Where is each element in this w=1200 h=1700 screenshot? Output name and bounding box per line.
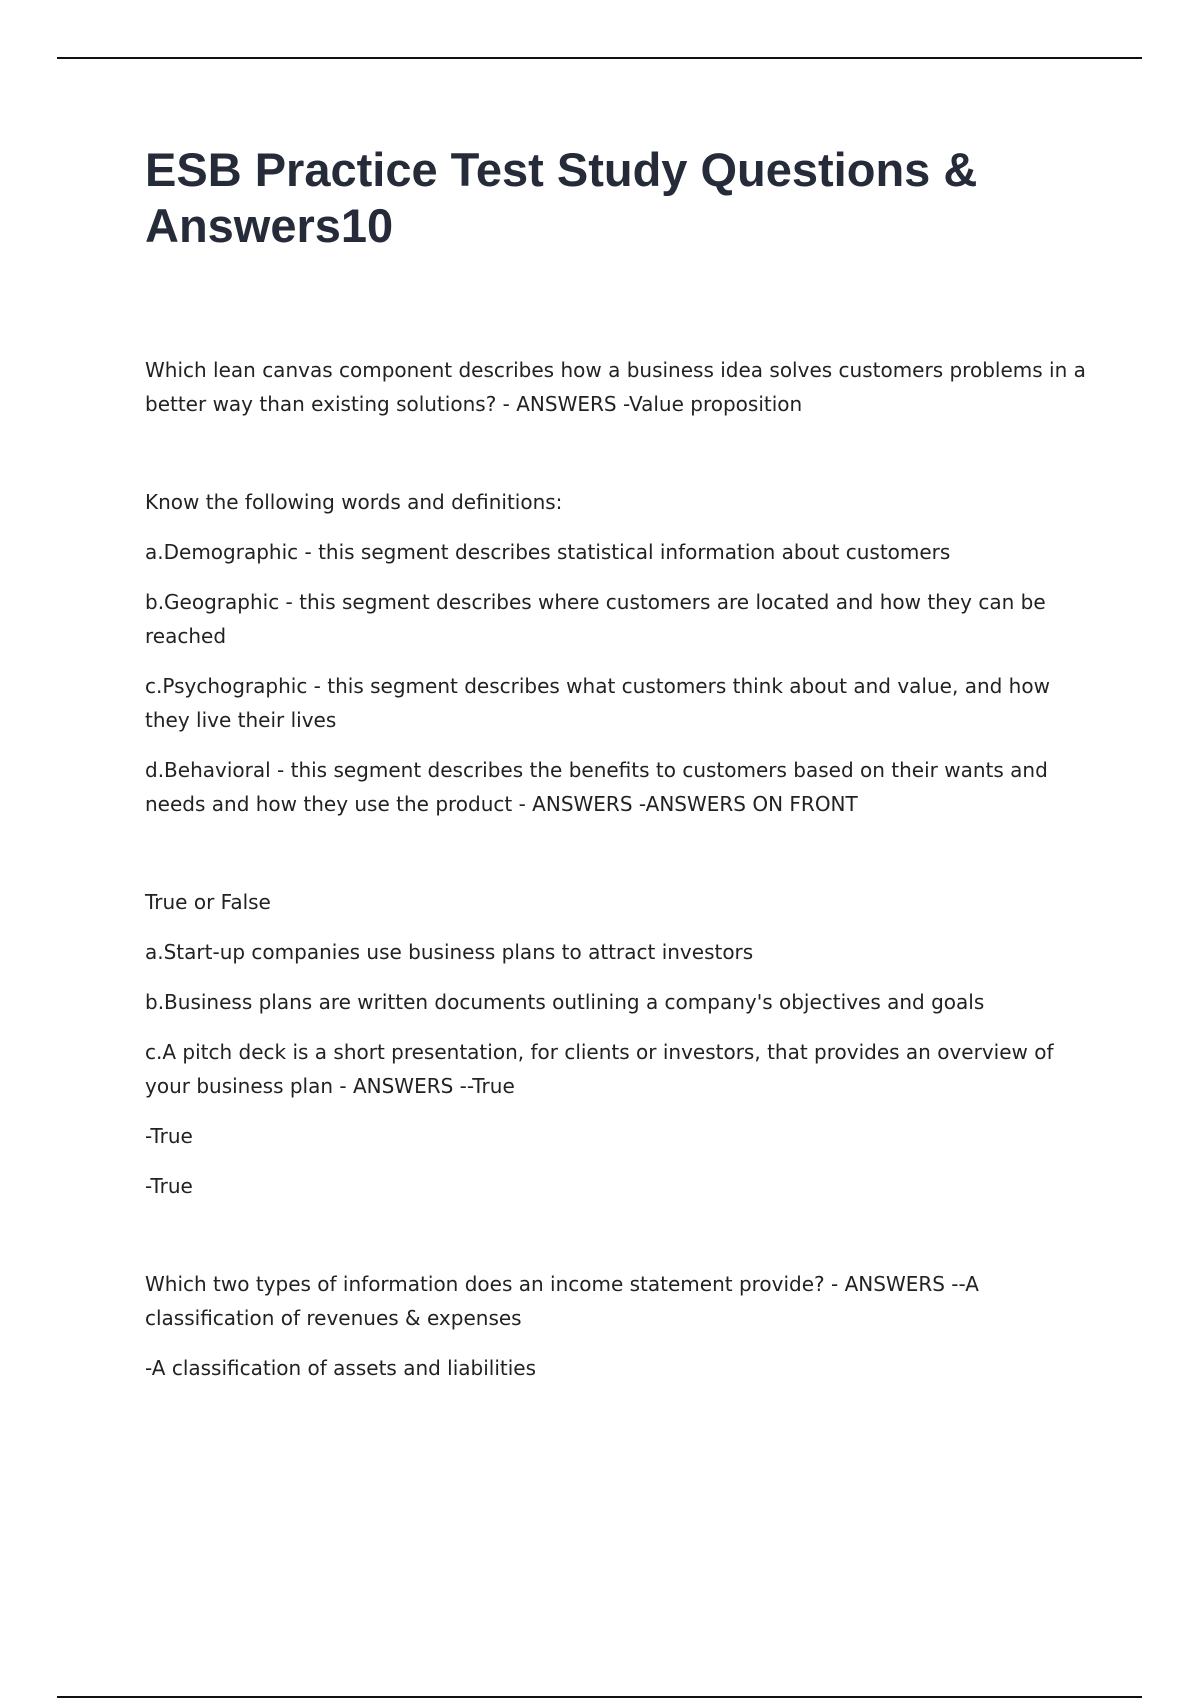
- question-block-income-statement: [145, 1267, 1095, 1385]
- question-paragraph: True or False: [145, 890, 271, 914]
- definition-item-behavioral: d.Behavioral - this segment describes the benefits to customers based on their wants and needs and how they use the product - ANSWERS -ANSWERS ON FRONT: [145, 758, 1048, 816]
- question-block-true-false: [145, 885, 1095, 1203]
- question-block-segments: [145, 485, 1095, 821]
- definition-item-demographic: a.Demographic - this segment describes statistical information about customers: [145, 540, 951, 564]
- answer-item: -True: [145, 1174, 193, 1198]
- statement-item: c.A pitch deck is a short presentation, for clients or investors, that provides an overview of your business plan - ANSWERS --True: [145, 1040, 1054, 1098]
- statement-item: a.Start-up companies use business plans to attract investors: [145, 940, 754, 964]
- definition-item-geographic: b.Geographic - this segment describes where customers are located and how they can be reached: [145, 590, 1046, 648]
- document-body: [145, 142, 1095, 1385]
- header-rule: [57, 57, 1142, 59]
- qa-list: [145, 353, 1095, 1385]
- question-paragraph: Which two types of information does an income statement provide? - ANSWERS --A classification of revenues & expenses: [145, 1272, 979, 1330]
- answer-item: -True: [145, 1124, 193, 1148]
- question-paragraph: Know the following words and definitions:: [145, 490, 563, 514]
- footer-rule: [57, 1696, 1142, 1698]
- definition-item-psychographic: c.Psychographic - this segment describes what customers think about and value, and how they live their lives: [145, 674, 1050, 732]
- question-block-value-proposition: [145, 353, 1095, 421]
- question-paragraph: Which lean canvas component describes how a business idea solves customers problems in a better way than existing solutions? - ANSWERS -Value proposition: [145, 358, 1086, 416]
- statement-item: b.Business plans are written documents outlining a company's objectives and goals: [145, 990, 985, 1014]
- answer-item: -A classification of assets and liabilities: [145, 1356, 537, 1380]
- document-title: ESB Practice Test Study Questions & Answers10: [145, 143, 978, 252]
